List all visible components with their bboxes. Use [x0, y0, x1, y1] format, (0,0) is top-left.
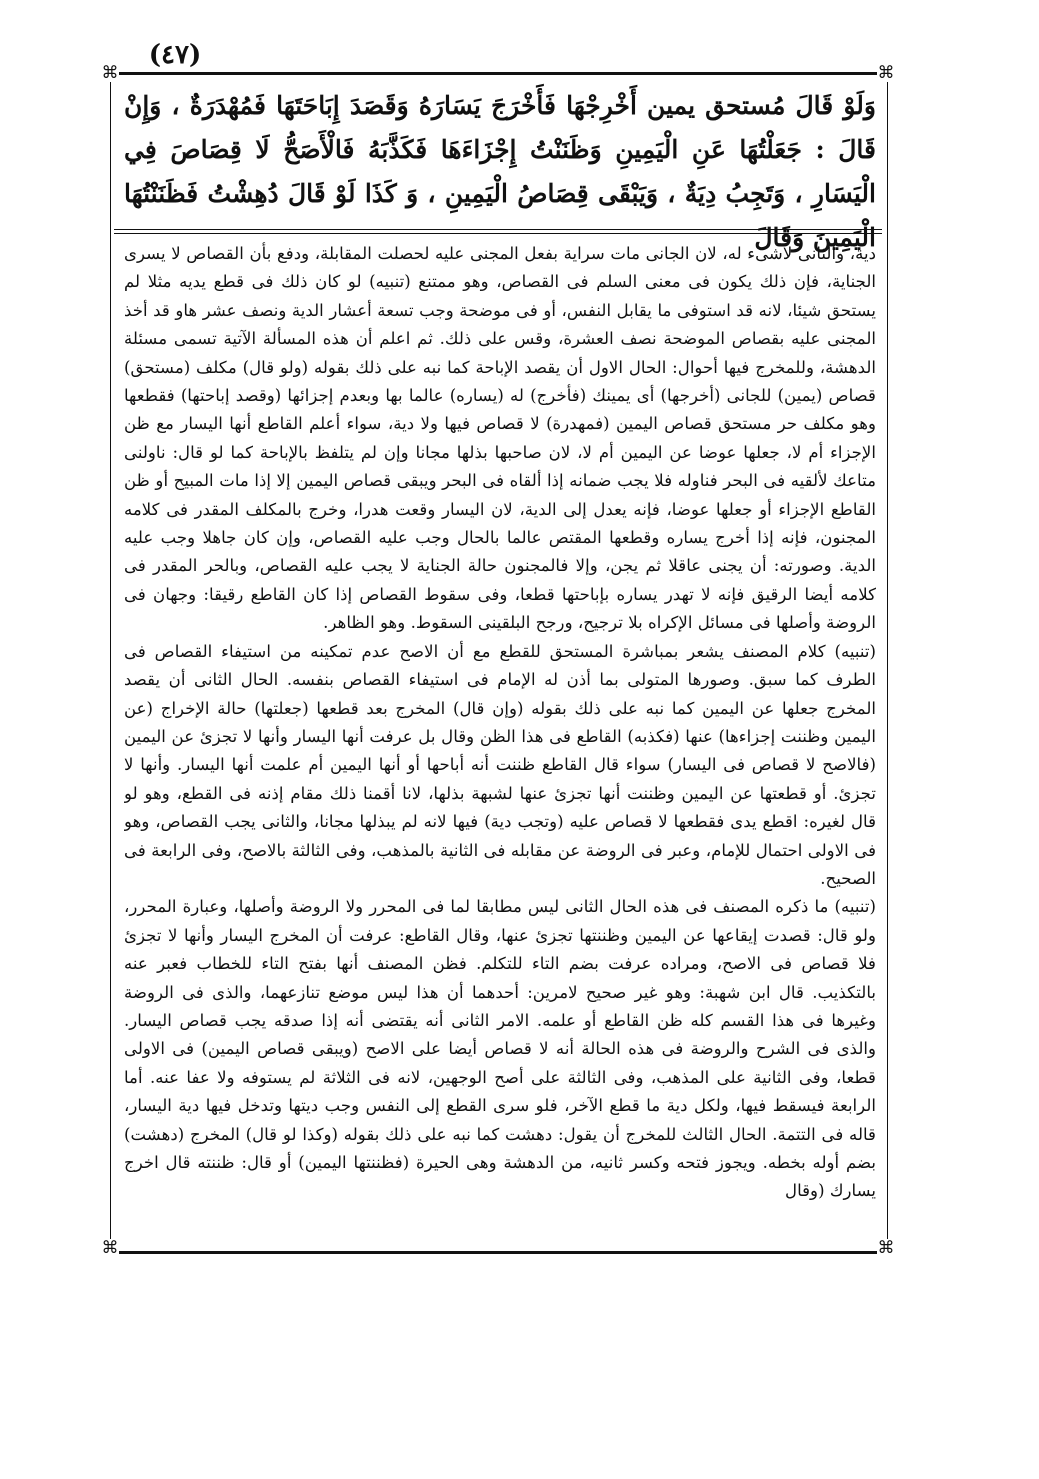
- commentary-paragraph: دية، والثانى لاشىء له، لان الجانى مات سراية بفعل المجنى عليه لحصلت المقابلة، ودفع بأن القصاص لا يسرى الجناية، فإن ذلك يكون فى معنى السلم فى القصاص، وهو ممتنع (تنبيه) لو كان ذلك فى قطع يديه مثلا لم يستحق شيئا، لانه قد استوفى ما يقابل النفس، أو فى موضحة وجب تسعة أعشار الدية ونصف عشر هاو قد أخذ المجنى عليه بقصاص الموضحة نصف العشرة، وقس على ذلك. ثم اعلم أن هذه المسألة الآتية تسمى مسئلة الدهشة، وللمخرج فيها أحوال: الحال الاول أن يقصد الإباحة كما نبه على ذلك بقوله (ولو قال) مكلف (مستحق) قصاص (يمين) للجانى (أخرجها) أى يمينك (فأخرج) له (يساره) عالما بها وبعدم إجزائها (وقصد إباحتها) فقطعها وهو مكلف حر مستحق قصاص اليمين (فمهدرة) لا قصاص فيها ولا دية، سواء أعلم القاطع أنها اليسار مع ظن الإجزاء أم لا، جعلها عوضا عن اليمين أم لا، لان صاحبها بذلها مجانا وإن لم يتلفظ بالإباحة كما لو قال: ناولنى متاعك لألقيه فى البحر فناوله فلا يجب ضمانه إذا ألقاه فى البحر ويبقى قصاص اليمين إلا إذا مات المبيح أو ظن القاطع الإجزاء أو جعلها عوضا، فإنه يعدل إلى الدية، لان اليسار وقعت هدرا، وخرج بالمكلف المقدر فى كلامه المجنون، فإنه إذا أخرج يساره وقطعها المقتص عالما بالحال وجب عليه القصاص، وإن كان جاهلا وجب عليه الدية. وصورته: أن يجنى عاقلا ثم يجن، وإلا فالمجنون حالة الجناية لا يجب عليه القصاص، وبالحر المقدر فى كلامه أيضا الرقيق فإنه لا تهدر يساره بإباحتها قطعا، وفى سقوط القصاص إذا كان القاطع رقيقا: وجهان فى الروضة وأصلها فى مسائل الإكراه بلا ترجيح، ورجح البلقينى السقوط. وهو الظاهر.: [124, 244, 876, 633]
- corner-ornament-icon: ⌘: [877, 1238, 895, 1258]
- separator-rule: [114, 233, 882, 234]
- matn-text: وَلَوْ قَالَ مُستحق يمين أَخْرِجْهَا فَأَخْرَجَ يَسَارَهُ وَقَصَدَ إِبَاحَتَهَا فَمُهْدَرَةٌ ، وَإِنْ قَالَ : جَعَلْتُهَا عَنِ الْيَمِينِ وَظَنَنْتُ إِجْزَاءَهَا فَكَذَّبَهُ فَالْأَصَحُّ لَا قِصَاصَ فِي الْيَسَارِ ، وَتَجِبُ دِيَةٌ ، وَيَبْقَى قِصَاصُ الْيَمِينِ ، وَ كَذَا لَوْ قَالَ دُهِشْتُ فَظَنَنْتُهَا الْيَمِينَ وَقَالَ: [124, 91, 876, 252]
- commentary-paragraph: (تنبيه) كلام المصنف يشعر بمباشرة المستحق للقطع مع أن الاصح عدم تمكينه من استيفاء القصاص فى الطرف كما سبق. وصورها المتولى بما أذن له الإمام فى استيفاء القصاص بنفسه. الحال الثانى أن يقصد المخرج جعلها عن اليمين كما نبه على ذلك بقوله (وإن قال) المخرج بعد قطعها (جعلتها) حالة الإخراج (عن اليمين وظننت إجزاءها) عنها (فكذبه) القاطع فى هذا الظن وقال بل عرفت أنها اليسار وأنها لا تجزئ عن اليمين (فالاصح لا قصاص فى اليسار) سواء قال القاطع ظننت أنه أباحها أو أنها اليمين أم علمت أنها اليسار. وأنها لا تجزئ. أو قطعتها عن اليمين وظننت أنها تجزئ عنها لشبهة بذلها، لانا أقمنا ذلك مقام إذنه فى القطع، وهو لو قال لغيره: اقطع يدى فقطعها لا قصاص عليه (وتجب دية) فيها لانه لم يبذلها مجانا، والثانى يجب القصاص، وهو فى الاولى احتمال للإمام، وعبر فى الروضة عن مقابله فى الثانية بالمذهب، وفى الثالثة بالاصح، وفى الرابعة فى الصحيح.: [124, 641, 876, 888]
- separator-rule: [114, 229, 882, 230]
- commentary-paragraph: (تنبيه) ما ذكره المصنف فى هذه الحال الثانى ليس مطابقا لما فى المحرر ولا الروضة وأصلها، وعبارة المحرر، ولو قال: قصدت إيقاعها عن اليمين وظننتها تجزئ عنها، وقال القاطع: عرفت أن المخرج اليسار وأنها لا تجزئ فلا قصاص فى الاصح، ومراده عرفت بضم التاء للتكلم. فظن المصنف أنها بفتح التاء للخطاب فعبر عنه بالتكذيب. قال ابن شهبة: وهو غير صحيح لامرين: أحدهما أن هذا ليس موضع تنازعهما، والذى فى الروضة وغيرها فى هذا القسم كله ظن القاطع أو علمه. الامر الثانى أنه يقتضى أنه إذا صدقه يجب قصاص اليسار. والذى فى الشرح والروضة فى هذه الحالة أنه لا قصاص أيضا على الاصح (ويبقى قصاص اليمين) فى الاولى قطعا، وفى الثانية على المذهب، وفى الثالثة على أصح الوجهين، لانه فى الثلاثة لم يستوفه ولا عفا عنه. أما الرابعة فيسقط فيها، ولكل دية ما قطع الآخر، فلو سرى القطع إلى النفس وجب ديتها وتدخل فيها دية اليسار، قاله فى التتمة. الحال الثالث للمخرج أن يقول: دهشت كما نبه على ذلك بقوله (وكذا لو قال) المخرج (دهشت) بضم أوله بخطه. ويجوز فتحه وكسر ثانيه، من الدهشة وهى الحيرة (فظننتها اليمين) أو قال: ظننته قال اخرج يسارك (وقال: [124, 897, 876, 1201]
- corner-ornament-icon: ⌘: [101, 1238, 119, 1258]
- corner-ornament-icon: ⌘: [101, 63, 119, 83]
- page-number: (٤٧): [148, 40, 202, 70]
- commentary-body: [124, 240, 876, 1240]
- corner-ornament-icon: ⌘: [877, 63, 895, 83]
